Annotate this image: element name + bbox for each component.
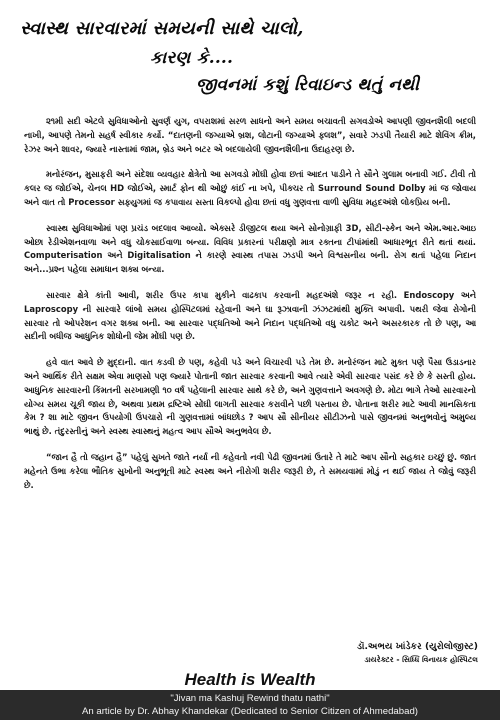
author-signature [357,640,478,666]
paragraph-6: “જાન હૈ તો જહાન હૈ” પહેલું સુખતે જાતે નર્યા ની કહેવતો નવી પેઢી જીવનમાં ઉતારે તે માટે આપ સૌનો સહકાર ઇચ્છું છું. જાત મહેનતે ઉભા કરેલા ભૌતિક સુખોની અનુભૂતી માટે સ્વસ્થ અને નીરોગી શરીર જરૂરી છે, તે સમયવામાં મોડું ન થઈ જાય તે જોવું જરૂરી છે. [24,451,476,490]
author-name: ડૉ.અભય ખાંડેકર (યુરોલોજીસ્ટ) [357,641,478,652]
article-body [24,115,476,504]
headline [0,12,500,104]
headline-line-2: કારણ કે.... [150,48,234,68]
paragraph-4: સારવાર ક્ષેત્રે કાંતી આવી, શરીર ઉપર કાપા મુકીને વાઢકાપ કરવાની મહદઅંશે જરૂર ન રહી. Endoscopy અને Laproscopy ની સારવારે લાંબો સમય હોસ્પિટલમાં રહેવાની અને ઘા રૂઝાવાની ઝંઝટમાંથી મુક્તિ અપાવી. પથરી જેવા રોગોની સારવાર તો ઓપરેશન વગર શક્ય બની. આ સારવાર પદ્ધતિઓ અને નિદાન પદ્ધતિઓ વધુ ચકોટ અને અસરકારક તો છે પણ, આ સદીની બધીજ આધુનિક શોધોની જેમ મોંઘી પણ છે. [24,289,476,342]
paragraph-3: સ્વાસ્થ સુવિધાઓમાં પણ પ્રચંડ બદલાવ આવ્યો. એક્સરે ડીજીટલ થયા અને સોનોગ્રાફી 3D, સીટી-સ્કેન અને એમ.આર.આઇ ઓછા રેડીએશનવાળા અને વધુ ચોકસાઈવાળા બન્યા. વિવિધ પ્રકારનાં પરીક્ષણો માત્ર રક્તના ટીપાંમાંથી આધારભૂત રીતે થતાં થયાં. Computerisation અને Digitalisation ને કારણે સ્વાસ્થ તપાસ ઝડપી અને વિશ્વસનીય બની. રોગ થતાં પહેલા નિદાન અને...પ્રશ્ન પહેલા સમાધાન શક્ય બન્યા. [24,222,476,275]
headline-line-1: સ્વાસ્થ સારવારમાં સમયની સાથે ચાલો, [20,18,304,39]
paragraph-1: ૨૧મી સદી એટલે સુવિધાઓનો સુવર્ણ યુગ, વપરાશમાં સરળ સાધનો અને સમય બચાવતી સગવડોએ આપણી જીવનશૈલી બદલી નાખી, આપણે તેમનો સહર્ષ સ્વીકાર કર્યો. “દાતણની જગ્યાએ બ્રશ, લોટાની જગ્યાએ ફ્લશ”, સવારે ઝડપી તૈયારી માટે શેવિંગ ક્રીમ, રેઝર અને શાવર, જ્યારે નાસ્તામાં જામ, બ્રેડ અને બટર એ બદલાયેલી જીવનશૈલીના ઉદાહરણ છે. [24,116,476,154]
footer-title: "Jivan ma Kashuj Rewind thatu nathi" [170,693,330,704]
author-title: ડાયરેક્ટર - સિધ્ધિ વિનાયક હોસ્પિટલ [364,655,478,664]
paragraph-2: મનોરંજન, મુસાફરી અને સંદેશા વ્યવહાર ક્ષેત્રેતો આ સગવડો મોંઘી હોવા છતાં આદત પાડીને તે સૌને ગુલામ બનાવી ગઈ. ટીવી તો કલર જ જોઈએ, ચેનલ HD જોઈએ, સ્માર્ટ ફોન થી ઓછું કાંઈ ના ખપે, પીક્ચર તો Surround Sound Dolby માં જ જોવાય અને વાત તો Processor સફ્યુગમાં જ કપાવાય સસ્તા વિકલ્પો હોવા છતાં વધુ ગુણવત્તા વાળી સુવિધા મહદઅંશે લોકપ્રિય બની. [24,169,476,207]
paragraph-5: હવે વાત આવે છે મુદ્દાની. વાત કડવી છે પણ, કહેવી પડે અને વિચારવી પડે તેમ છે. મનોરંજન માટે મુક્ત પણે પૈસા ઉડાડનાર અને આર્થિક રીતે સક્ષમ એવા માણસો પણ જ્યારે પોતાની જાત સારવાર કરવાની આવે ત્યારે એવી સારવાર પસંદ કરે છે કે સસ્તી હોય. આધુનિક સારવારની કિંમતની સરખામણી ૧૦ વર્ષ પહેલાની સારવાર સાથે કરે છે, અને ગુણવત્તાને અવગણે છે. મોટા ભાગે તેઓ સારવારનો યોગ્ય સમય ચૂકી જાય છે, અથવા પ્રથમ દ્રષ્ટિએ સોંઘી લાગતી સારવાર કરાવીને પછી પસ્તાય છે. પોતાના શરીર માટે આવી માનસિકતા કેમ ? શા માટે જીવન ઉપયોગી ઉપચારો ની ગુણવત્તામાં બાંધછોડ ? આપ સૌ સીનીયર સીટીઝનો પાસે જીવનમાં અનુભવોનું અમુલ્ય ભાથું છે. તંદુરસ્તીનું અને સ્વસ્થ સ્વાસ્થનું મહત્વ આપ સૌએ અનુભવેલ છે. [24,357,476,437]
footer-banner [0,690,500,720]
footer-credit: An article by Dr. Abhay Khandekar (Dedicated to Senior Citizen of Ahmedabad) [82,706,418,717]
tagline: Health is Wealth [184,670,316,689]
headline-line-3: જીવનમાં કશું રિવાઇન્ડ થતું નથી [196,75,420,95]
